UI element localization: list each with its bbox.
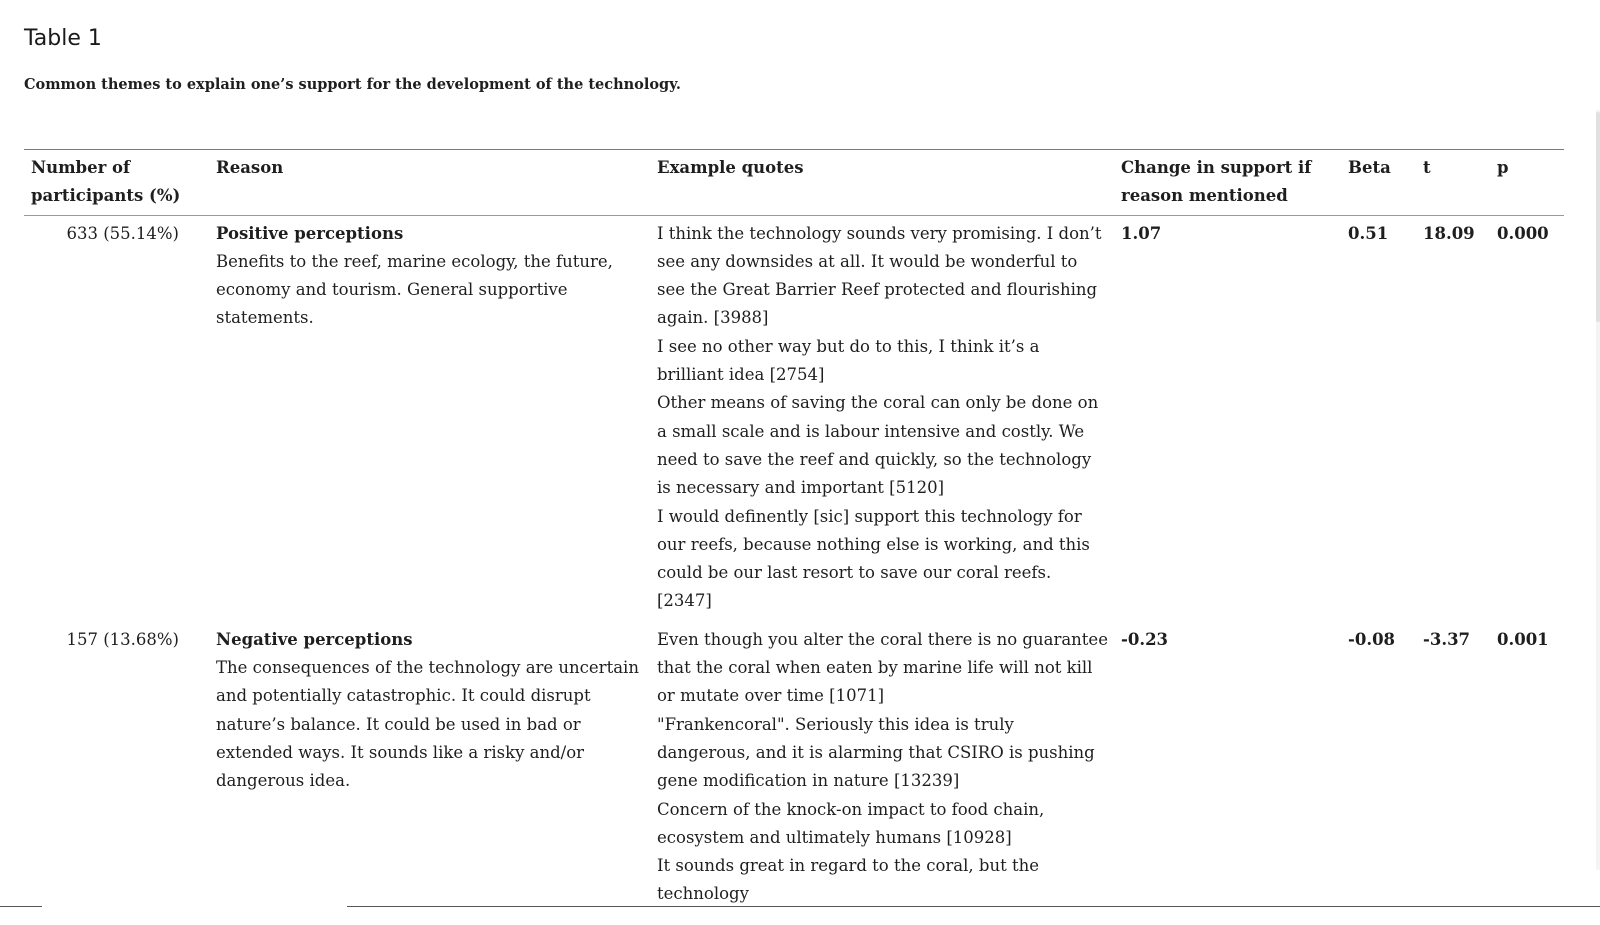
example-quote: I think the technology sounds very promising. I don’t see any downsides at all. It would be wonderful to see the Great Barrier Reef protected and flourishing again. [3988]	[657, 223, 1102, 328]
header-row	[24, 150, 1564, 216]
example-quote: Concern of the knock-on impact to food chain, ecosystem and ultimately humans [10928]	[657, 799, 1045, 847]
cell-change: -0.23	[1121, 629, 1169, 649]
header-t: t	[1423, 158, 1431, 177]
themes-table	[24, 149, 1564, 913]
table-row	[24, 620, 1564, 913]
cell-reason	[209, 620, 650, 913]
table-row	[24, 215, 1564, 620]
header-number: Number of participants (%)	[31, 158, 181, 206]
header-change: Change in support if reason mentioned	[1121, 158, 1312, 206]
table-header	[24, 150, 1564, 216]
cell-p: 0.001	[1497, 629, 1549, 649]
header-reason: Reason	[216, 158, 284, 177]
example-quote: I see no other way but do to this, I think it’s a brilliant idea [2754]	[657, 336, 1040, 385]
cell-number: 157 (13.68%)	[66, 629, 179, 649]
cell-t: 18.09	[1423, 223, 1475, 243]
cell-p: 0.000	[1497, 223, 1549, 243]
table-container	[24, 149, 1564, 904]
cell-number: 633 (55.14%)	[66, 223, 179, 243]
example-quote: "Frankencoral". Seriously this idea is truly dangerous, and it is alarming that CSIRO is pushing gene modification in nature [13239]	[657, 714, 1095, 791]
reason-description: The consequences of the technology are uncertain and potentially catastrophic. It could disrupt nature’s balance. It could be used in bad or extended ways. It sounds like a risky and/or dangerous idea.	[216, 658, 639, 791]
cell-change: 1.07	[1121, 223, 1162, 243]
header-quotes: Example quotes	[657, 158, 804, 177]
cell-t: -3.37	[1423, 629, 1471, 649]
reason-title: Negative perceptions	[216, 629, 413, 649]
divider-line	[347, 906, 1600, 907]
header-beta: Beta	[1348, 158, 1391, 177]
cell-reason	[209, 215, 650, 620]
example-quote: Other means of saving the coral can only be done on a small scale and is labour intensive and costly. We need to save the reef and quickly, so the technology is necessary and important [5120]	[657, 393, 1099, 498]
cell-quotes	[650, 620, 1114, 913]
example-quote: I would definently [sic] support this technology for our reefs, because nothing else is working, and this could be our last resort to save our coral reefs. [2347]	[657, 506, 1090, 611]
cell-beta: -0.08	[1348, 629, 1396, 649]
scrollbar-thumb[interactable]	[1596, 112, 1600, 322]
divider-line	[0, 906, 42, 907]
reason-title: Positive perceptions	[216, 223, 404, 243]
cell-quotes	[650, 215, 1114, 620]
example-quote: It sounds great in regard to the coral, but the technology	[657, 856, 1039, 904]
table-caption: Common themes to explain one’s support for the development of the technology.	[24, 76, 681, 93]
example-quote: Even though you alter the coral there is no guarantee that the coral when eaten by marine life will not kill or mutate over time [1071]	[657, 629, 1108, 706]
table-title: Table 1	[24, 26, 102, 51]
table-body	[24, 215, 1564, 913]
cell-beta: 0.51	[1348, 223, 1389, 243]
reason-description: Benefits to the reef, marine ecology, the future, economy and tourism. General supportive statements.	[216, 251, 613, 328]
header-p: p	[1497, 158, 1509, 177]
